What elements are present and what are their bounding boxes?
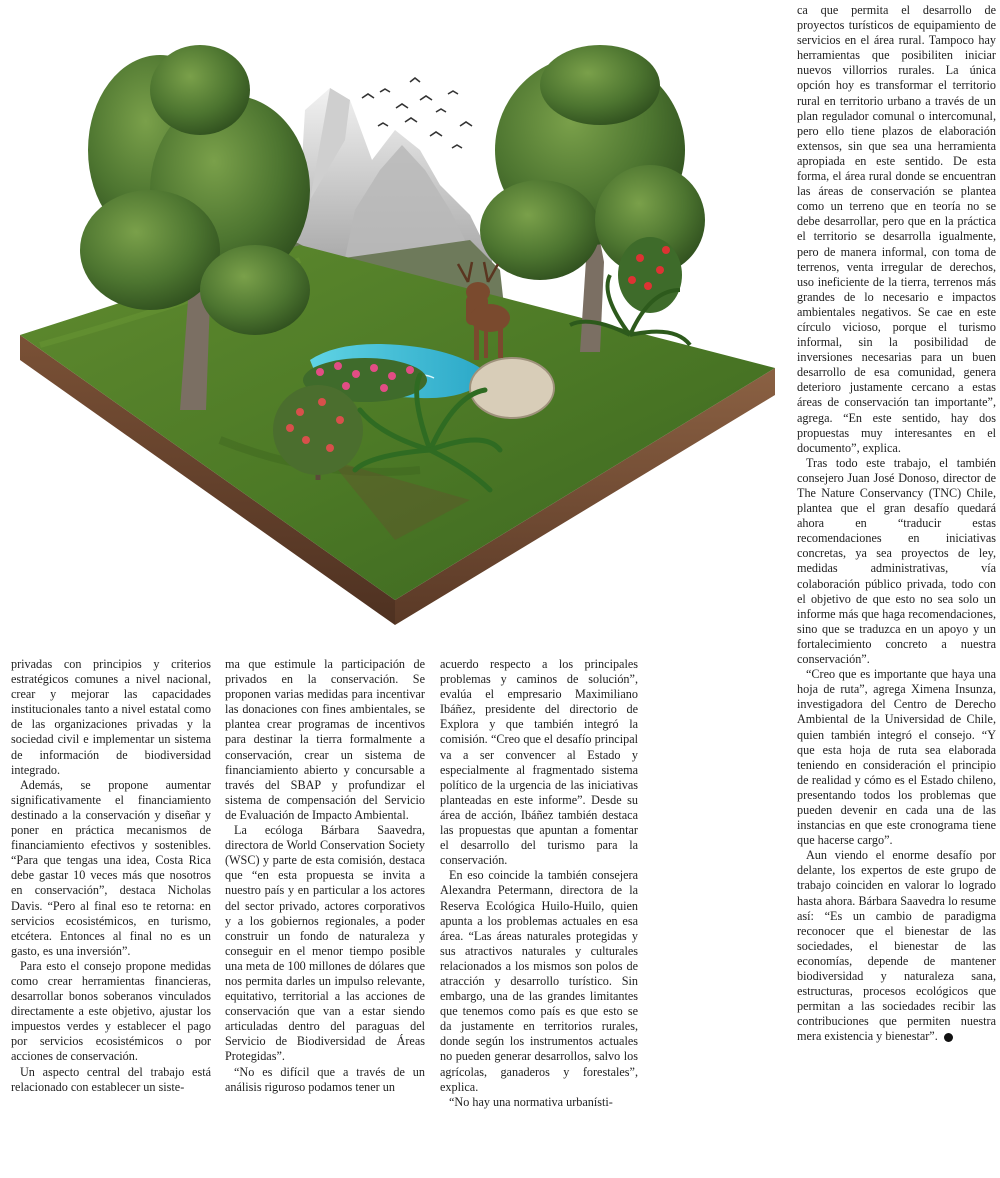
paragraph: Para esto el consejo propone medidas como crear herramientas financieras, desarrollar bonos soberanos vinculados directamente a este objetivo, ajustar los impuestos verdes y establecer el pago por servicios ecosistémicos o por acciones de conservación. [11, 958, 211, 1064]
paragraph: Un aspecto central del trabajo está relacionado con establecer un siste- [11, 1064, 211, 1094]
paragraph: “No es difícil que a través de un análisis riguroso podamos tener un [225, 1064, 425, 1094]
text-column-1 [11, 657, 211, 1095]
end-of-article-icon [944, 1033, 953, 1042]
paragraph: privadas con principios y criterios estratégicos comunes a nivel nacional, crear y mejorar las capacidades institucionales tanto a nivel estatal como de las organizaciones privadas y la sociedad civil e implementar un sistema de información de biodiversidad integrado. [11, 657, 211, 777]
diorama-illustration [0, 0, 790, 648]
text-column-3 [440, 657, 638, 1110]
paragraph: ma que estimule la participación de privados en la conservación. Se proponen varias medidas para incentivar las donaciones con fines ambientales, se plantea crear programas de incentivos para destinar la tierra formalmente a conservación, crear un sistema de financiamiento abierto y concursable a través del SBAP y profundizar el sistema de compensación del Servicio de Evaluación de Impacto Ambiental. [225, 657, 425, 822]
paragraph-final [797, 848, 996, 1044]
text-column-4 [797, 3, 996, 1044]
paragraph: “Creo que es importante que haya una hoja de ruta”, agrega Ximena Insunza, investigadora del Centro de Derecho Ambiental de la Universidad de Chile, quien también integró el consejo. “Y que esta hoja de ruta sea elaborada teniendo en consideración el principio de realidad y cómo es el Estado chileno, presentando todos los problemas que pueden devenir en cada una de las instancias en que este cronograma tiene que hacerse cargo”. [797, 667, 996, 848]
paragraph: acuerdo respecto a los principales problemas y caminos de solución”, evalúa el empresario Maximiliano Ibáñez, presidente del directorio de Explora y que también integró la comisión. “Creo que el desafío principal va a ser convencer al Estado y especialmente al fragmentado sistema político de la urgencia de las iniciativas planteadas en este informe”. Desde su área de acción, Ibáñez también destaca las propuestas que apuntan a fomentar el desarrollo del turismo para la conservación. [440, 657, 638, 868]
paragraph: En eso coincide la también consejera Alexandra Petermann, directora de la Reserva Ecológica Huilo-Huilo, quien apunta a los problemas actuales en esa área. “Las áreas naturales protegidas y sus atractivos naturales y culturales relacionados a los mismos son polos de atracción y desarrollo turístico. Sin embargo, una de las grandes limitantes que tenemos como país es que esto se da justamente en territorios rurales, donde según los instrumentos actuales no pueden generar desarrollos, salvo los agrícolas, ganaderos y forestales”, explica. [440, 868, 638, 1094]
paragraph: Tras todo este trabajo, el también consejero Juan José Donoso, director de The Nature Conservancy (TNC) Chile, plantea que el gran desafío quedará ahora en “traducir estas recomendaciones en iniciativas concretas, ya sea proyectos de ley, medidas administrativas, vía colaboración público privada, todo con el objetivo de que esto no sea solo un informe más que haga recomendaciones, sino que se traduzca en un apoyo y un fortalecimiento concreto a nuestra conservación”. [797, 455, 996, 667]
paragraph-text: Aun viendo el enorme desafío por delante, los expertos de este grupo de trabajo coinciden en valorar lo logrado hasta ahora. Bárbara Saavedra lo resume así: “Es un cambio de paradigma reconocer que el bienestar de las sociedades, el bienestar de las economías, depende de mantener biodiversidad y naturaleza sana, estructuras, procesos ecológicos que permitan a las sociedades recibir las contribuciones que permiten nuestra mera existencia y bienestar”. [797, 848, 996, 1044]
paragraph: “No hay una normativa urbanísti- [449, 1094, 613, 1109]
paragraph: Además, se propone aumentar significativamente el financiamiento destinado a la conservación y diseñar y poner en práctica mecanismos de financiamiento efectivos y sostenibles. “Para que tengas una idea, Costa Rica debe gastar 10 veces más que nosotros en conservación”, destaca Nicholas Davis. “Pero al final eso te retorna: en servicios ecosistémicos, en turismo, etcétera. Entonces al final no es un gasto, es una inversión”. [11, 777, 211, 958]
text-column-2 [225, 657, 425, 1095]
birds [362, 78, 472, 148]
paragraph: ca que permita el desarrollo de proyectos turísticos de equipamiento de servicios en el área rural. Tampoco hay herramientas que posibiliten iniciar nuevos villorrios rurales. La única opción hoy es transformar el territorio rural en territorio urbano a través de un plan regulador comunal o intercomunal, pero ello tiene plazos de elaboración extensos, sin que sea una herramienta apropiada en este sentido. De esta forma, el área rural donde se encuentran las áreas de conservación se plantea como un terreno que en teoría no se debe desarrollar, pero que en la práctica el territorio se desarrolla igualmente, pero de manera informal, con toma de terrenos, venta irregular de derechos, uso ineficiente de la tierra, terrenos más grandes de lo necesario e impactos ambientales negativos. Se cae en este círculo vicioso, porque el turismo informal, sin la posibilidad de inversiones necesarias para un buen desarrollo de esa comunidad, genera deterioro justamente cercano a estas áreas de conservación tan importante”, agrega. “En este sentido, hay dos propuestas muy interesantes en el documento”, explica. [797, 3, 996, 455]
paragraph: La ecóloga Bárbara Saavedra, directora de World Conservation Society (WSC) y parte de esta comisión, destaca que “en esta propuesta se invita a nuestro país y en particular a los actores del sector privado, actores corporativos y a los gobiernos regionales, a poder construir un fondo de naturaleza y conseguir en el menor tiempo posible una meta de 100 millones de dólares que nos permita darles un impulso relevante, equitativo, territorial a las acciones de conservación que van a estar siendo articuladas dentro del paraguas del Servicio de Biodiversidad de Áreas Protegidas”. [225, 823, 425, 1064]
